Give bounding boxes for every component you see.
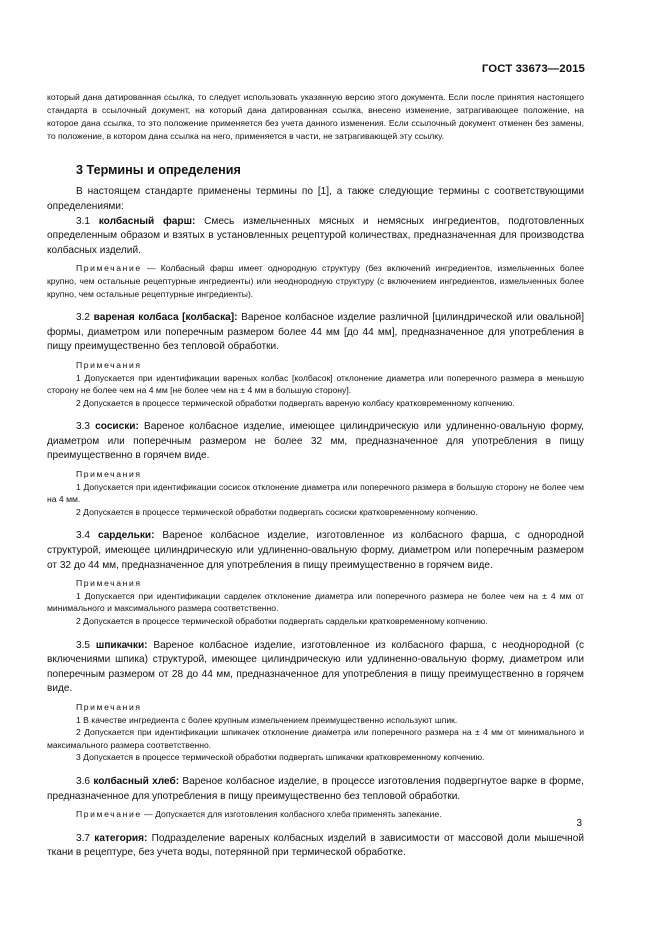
section-title: 3 Термины и определения [76, 163, 241, 178]
note-item: 1 Допускается при идентификации сосисок отклонение диаметра или поперечного размера в большую сторону не более чем на 4 мм. [47, 481, 584, 505]
term-name: колбасный хлеб: [93, 775, 180, 787]
intro-paragraph: который дана датированная ссылка, то следует использовать указанную версию этого документа. Если после принятия настоящего стандарта в ссылочный документ, на который дана датированная ссылка, внесено изменение, затрагивающее положение, на которое дана ссылка, то это положение применяется без учета данного изменения. Если ссылочный документ отменен без замены, то положение, в котором дана ссылка на него, применяется в части, не затрагивающей эту ссылку. [47, 92, 584, 142]
note-item: 2 Допускается при идентификации шпикачек отклонение диаметра или поперечного размера на ± 4 мм от минимального и максимального размера соответственно. [47, 727, 584, 750]
note-dash: — [146, 263, 156, 274]
note-item: 1 Допускается при идентификации сарделек отклонение диаметра или поперечного размера не более чем на ± 4 мм от минимального и максимального размера соответственно. [47, 590, 584, 614]
notes-label: Примечания [76, 578, 142, 589]
term-name: категория: [94, 832, 148, 844]
term-definition: Вареное колбасное изделие, имеющее цилиндрическую или удлиненно-овальную форму, диаметром или поперечным размером не более 32 мм, предназначенное для употребления в пищу преимущественно в горячем виде. [47, 421, 584, 462]
term-3-6-note [47, 808, 584, 821]
term-name: колбасный фарш: [98, 215, 196, 227]
term-number: 3.6 [76, 775, 91, 787]
term-definition: Подразделение вареных колбасных изделий в зависимости от массовой доли мышечной ткани в рецептуре, без учета воды, потерянной при термической обработке. [47, 832, 584, 859]
notes-label: Примечания [76, 701, 142, 712]
note-item: 1 В качестве ингредиента с более крупным измельчением преимущественно используют шпик. [76, 714, 458, 725]
term-3-1-note [47, 262, 584, 300]
term-number: 3.3 [76, 421, 91, 433]
term-3-4 [47, 529, 584, 573]
note-item: 3 Допускается в процессе термической обработки подвергать шпикачки кратковременному копчению. [76, 752, 485, 763]
term-3-5 [47, 639, 584, 697]
section-lead: В настоящем стандарте применены термины по [1], а также следующие термины с соответствующими определениями: [47, 186, 584, 212]
term-number: 3.5 [76, 639, 91, 651]
note-item: 2 Допускается в процессе термической обработки подвергать вареную колбасу кратковременному копчению. [76, 397, 515, 408]
note-text: Колбасный фарш имеет однородную структуру (без включений ингредиентов, измельченных более крупно, чем остальные рецептурные ингредиенты) или неоднородную структуру (с включением ингредиентов, измельченных более крупно, чем остальные рецептурные ингредиенты). [47, 263, 585, 299]
page-content [47, 91, 584, 861]
note-text: Допускается для изготовления колбасного хлеба применять запекание. [155, 809, 442, 820]
term-number: 3.4 [76, 530, 91, 542]
term-3-2 [47, 311, 584, 355]
term-number: 3.2 [76, 312, 91, 324]
note-label: Примечание [76, 263, 142, 274]
term-name: сосиски: [95, 421, 139, 433]
note-item: 2 Допускается в процессе термической обработки подвергать сосиски кратковременному копчению. [76, 506, 478, 517]
page-number: 3 [576, 818, 582, 829]
note-item: 2 Допускается в процессе термической обработки подвергать сардельки кратковременному копчению. [76, 616, 488, 626]
term-number: 3.1 [76, 215, 91, 227]
note-label: Примечание [76, 809, 142, 820]
note-dash: — [144, 809, 153, 820]
term-3-1 [47, 215, 584, 259]
term-3-6 [47, 775, 584, 804]
term-3-7 [47, 832, 584, 861]
term-definition: Вареное колбасное изделие различной [цилиндрической или овальной] формы, диаметром или поперечным размером более 44 мм [до 44 мм], предназначенное для употребления в пищу преимущественно без тепловой обработки. [47, 312, 584, 353]
term-definition: Вареное колбасное изделие, в процессе изготовления подвергнутое варке в форме, предназначенное для употребления в пищу преимущественно без тепловой обработки. [47, 775, 584, 802]
term-definition: Смесь измельченных мясных и немясных ингредиентов, подготовленных определенным образом и взятых в установленных рецептурой количествах, предназначенная для производства колбасных изделий. [47, 215, 584, 256]
document-header: ГОСТ 33673—2015 [481, 63, 585, 75]
term-definition: Вареное колбасное изделие, изготовленное из колбасного фарша, с неоднородной (с включениями шпика) структурой, имеющее цилиндрическую или удлиненно-овальную форму, диаметром или поперечным размером от 28 до 44 мм, предназначенное для употребления в пищу преимущественно в горячем виде. [47, 639, 585, 695]
term-definition: Вареное колбасное изделие, изготовленное из колбасного фарша, с однородной структурой, имеющее цилиндрическую или удлиненно-овальную форму, диаметром или поперечным размером от 32 до 44 мм, предназначенное для употребления в пищу преимущественно в горячем виде. [47, 530, 585, 571]
notes-label: Примечания [76, 469, 142, 480]
note-item: 1 Допускается при идентификации вареных колбас [колбасок] отклонение диаметра или поперечного размера в меньшую сторону не более чем на 4 мм [не более чем на ± 4 мм в большую сторону]. [47, 372, 584, 396]
term-name: вареная колбаса [колбаска]: [93, 312, 238, 324]
term-number: 3.7 [76, 832, 91, 844]
term-name: шпикачки: [95, 639, 148, 651]
notes-label: Примечания [76, 359, 142, 370]
term-name: сардельки: [97, 530, 155, 542]
term-3-3 [47, 420, 584, 464]
